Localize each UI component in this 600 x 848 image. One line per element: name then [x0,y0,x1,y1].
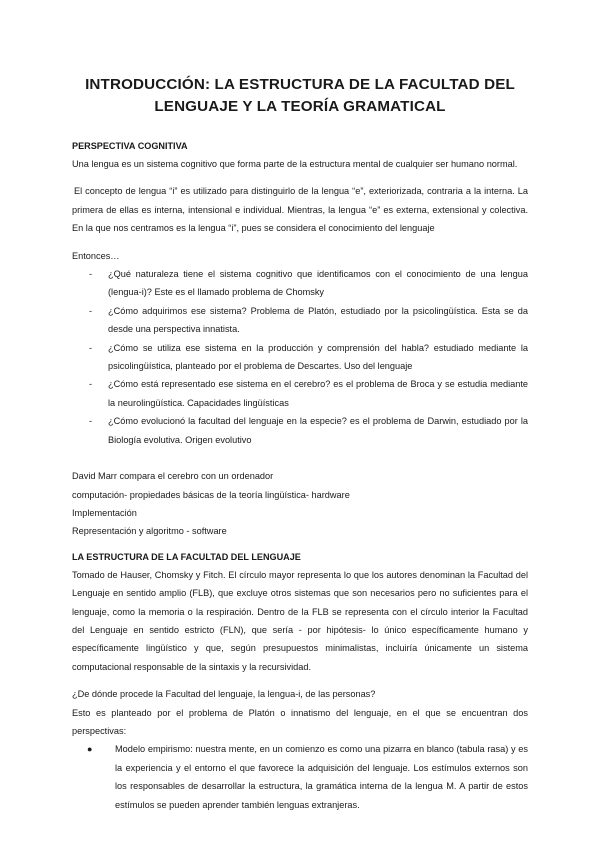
paragraph-lengua-i-e: El concepto de lengua “i” es utilizado para distinguirlo de la lengua “e”, exteriorizada, contraria a la interna. La primera de ellas es interna, intensional e individual. Mientras, la lengua “e” es externa, extensional y colectiva. En la que nos centramos es la lengua “i”, pues se considera el conocimiento del lenguaje [72,186,528,234]
list-item [89,375,528,412]
paragraph-lengua-definicion: Una lengua es un sistema cognitivo que forma parte de la estructura mental de cualquier ser humano normal. [72,159,518,169]
list-item [89,265,528,302]
list-item-text: Modelo empirismo: nuestra mente, en un comienzo es como una pizarra en blanco (tabula rasa) y es la experiencia y el entorno el que favorece la adquisición del lenguaje. Los estímulos externos son los responsables de desarrollar la estructura, la gramática interna de la lengua M. A partir de estos estímulos se pueden aprender también lenguas extranjeras. [115,744,528,810]
perspectives-list [72,740,528,814]
paragraph-problema-platon: Esto es planteado por el problema de Platón o innatismo del lenguaje, en el que se encuentran dos perspectivas: [72,707,528,736]
bullet-marker: ● [87,744,93,755]
dash-marker: - [89,269,93,280]
marr-line: Implementación [72,507,137,518]
dash-marker: - [89,342,93,353]
list-item-text: ¿Qué naturaleza tiene el sistema cognitivo que identificamos con el conocimiento de una lengua (lengua-i)? Este es el llamado problema de Chomsky [108,269,528,298]
list-item-text: ¿Cómo evolucionó la facultad del lenguaje en la especie? es el problema de Darwin, estudiado por la Biología evolutiva. Origen evolutivo [108,416,528,445]
paragraph-hauser-chomsky-fitch: Tomado de Hauser, Chomsky y Fitch. El círculo mayor representa lo que los autores denominan la Facultad del Lenguaje en sentido amplio (FLB), que excluye otros sistemas que son necesarios pero no suficientes para el lenguaje, como la memoria o la respiración. Dentro de la FLB se representa con el círculo interior la Facultad del Lenguaje en sentido estricto (FLN), que sería - por hipótesis- lo único específicamente humano y específicamente lingüístico y que, según presupuestos minimalistas, incluiría únicamente un sistema computacional responsable de la sintaxis y la recursividad. [72,569,528,672]
list-item-text: ¿Cómo se utiliza ese sistema en la producción y comprensión del habla? estudiado mediante la psicolingüística, planteado por el problema de Descartes. Uso del lenguaje [108,342,528,372]
marr-line: Representación y algoritmo - software [72,526,227,537]
paragraph-entonces: Entonces… [72,250,120,261]
marr-line: computación- propiedades básicas de la teoría lingüística- hardware [72,489,350,500]
list-item [87,740,528,814]
paragraph-question-facultad: ¿De dónde procede la Facultad del lenguaje, la lengua-i, de las personas? [72,689,376,700]
list-item [89,302,528,339]
section-heading-estructura-facultad: LA ESTRUCTURA DE LA FACULTAD DEL LENGUAJE [72,551,301,562]
dash-marker: - [89,379,93,390]
dash-marker: - [89,305,93,316]
questions-list [72,265,528,449]
section-heading-perspectiva-cognitiva: PERSPECTIVA COGNITIVA [72,141,188,151]
list-item [89,339,528,376]
list-item-text: ¿Cómo está representado ese sistema en el cerebro? es el problema de Broca y se estudia mediante la neurolingüística. Capacidades lingüísticas [108,379,528,408]
document-title: INTRODUCCIÓN: LA ESTRUCTURA DE LA FACULTAD DEL LENGUAJE Y LA TEORÍA GRAMATICAL [85,76,515,115]
marr-line: David Marr compara el cerebro con un ordenador [72,471,274,482]
list-item [89,412,528,449]
dash-marker: - [89,416,93,427]
list-item-text: ¿Cómo adquirimos ese sistema? Problema de Platón, estudiado por la psicolingüística. Esta se da desde una perspectiva innatista. [108,305,528,335]
